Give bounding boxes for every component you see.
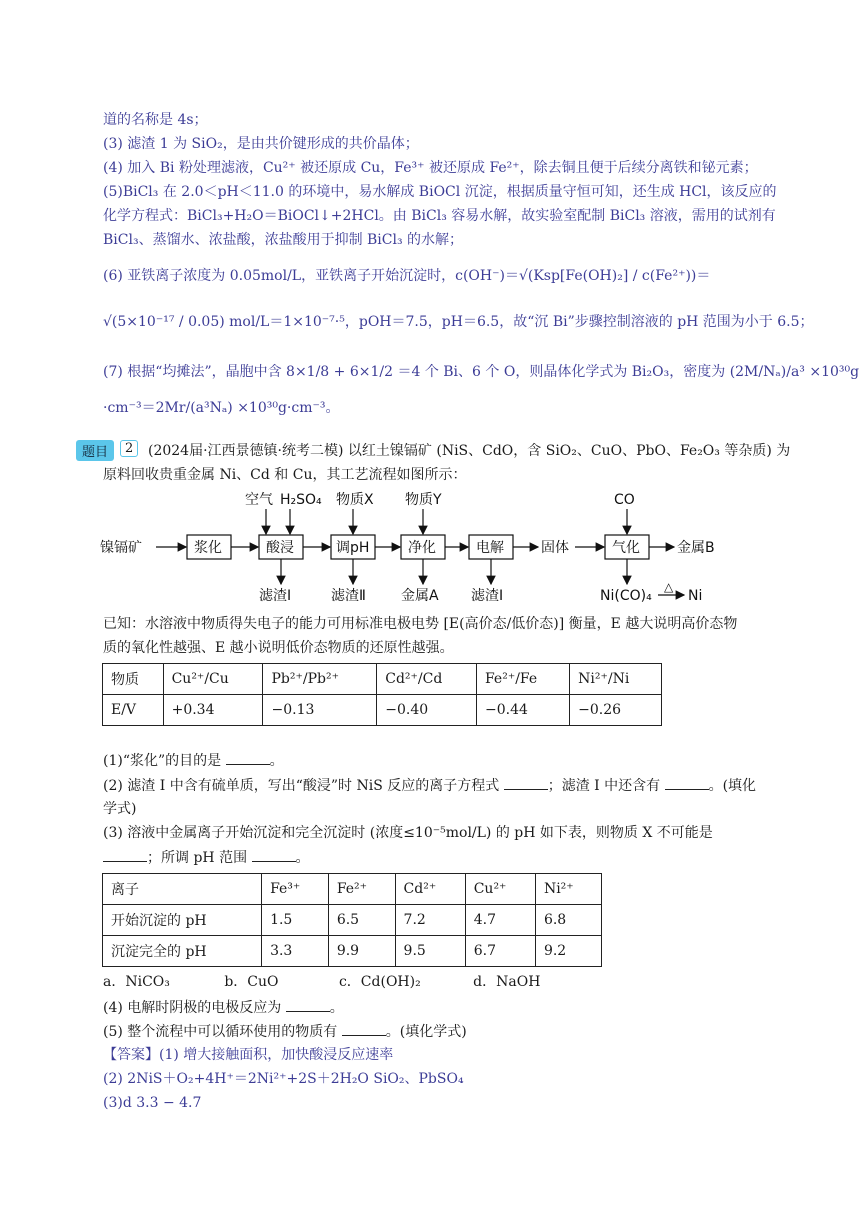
- solution-line: (7) 根据“均摊法”，晶胞中含 8×1/8 + 6×1/2 ＝4 个 Bi、6 个 O，则晶体化学式为 Bi₂O₃，密度为 (2M/Nₐ)/a³ ×10³⁰g: [103, 364, 860, 380]
- answer-line: (3)d 3.3 − 4.7: [103, 1095, 202, 1111]
- flow-step: 浆化: [194, 540, 222, 556]
- solution-line: √(5×10⁻¹⁷ / 0.05) mol/L＝1×10⁻⁷·⁵，pOH＝7.5，pH＝6.5，故“沉 Bi”步骤控制溶液的 pH 范围为小于 6.5；: [103, 314, 814, 330]
- answer-blank[interactable]: [504, 775, 548, 790]
- table-cell: −0.13: [263, 695, 377, 726]
- question-stem: 原料回收贵重金属 Ni、Cd 和 Cu，其工艺流程如图所示：: [103, 467, 467, 483]
- flow-step: 调pH: [336, 540, 370, 556]
- q2-text: 。(填化: [708, 778, 757, 794]
- q1-text: (1)“浆化”的目的是: [103, 753, 222, 769]
- table-header: Cd²⁺/Cd: [377, 664, 477, 695]
- table-cell: 沉淀完全的 pH: [103, 936, 262, 967]
- table-cell: 1.5: [262, 905, 329, 936]
- table-header: Fe³⁺: [262, 874, 329, 905]
- flow-source: 镍镉矿: [100, 540, 142, 556]
- q3-text: ；所调 pH 范围: [147, 850, 248, 866]
- flow-solid: 固体: [541, 540, 569, 556]
- table-cell: 6.8: [535, 905, 601, 936]
- solution-line: 道的名称是 4s；: [103, 112, 208, 128]
- q5-text: (5) 整个流程中可以循环使用的物质有: [103, 1024, 338, 1040]
- table-cell: 开始沉淀的 pH: [103, 905, 262, 936]
- known-text: 质的氧化性越强、E 越小说明低价态物质的还原性越强。: [103, 640, 454, 656]
- answer-line: (2) 2NiS＋O₂+4H⁺＝2Ni²⁺+2S＋2H₂O SiO₂、PbSO₄: [103, 1071, 464, 1087]
- question-4: [103, 997, 344, 1018]
- answer-blank[interactable]: [252, 847, 296, 862]
- table-header: 物质: [103, 664, 164, 695]
- flow-output: 金属A: [401, 588, 439, 604]
- q5-end: 。(填化学式): [385, 1024, 467, 1040]
- table-cell: +0.34: [163, 695, 263, 726]
- known-text: 已知：水溶液中物质得失电子的能力可用标准电极电势 [E(高价态/低价态)] 衡量，E 越大说明高价态物: [103, 616, 738, 632]
- q2-text: ；滤渣 Ⅰ 中还含有: [547, 778, 661, 794]
- options-row: [103, 972, 540, 992]
- table-header: Fe²⁺/Fe: [476, 664, 569, 695]
- table-header: Fe²⁺: [328, 874, 395, 905]
- question-1: [103, 750, 284, 771]
- flow-output: 滤渣Ⅰ: [259, 588, 292, 604]
- flow-input: 物质X: [336, 492, 374, 508]
- answer-blank[interactable]: [286, 997, 330, 1012]
- question-3-cont: [103, 847, 310, 868]
- flow-input: 空气: [245, 492, 273, 508]
- flow-input: H₂SO₄: [280, 492, 322, 508]
- flow-step: 酸浸: [266, 540, 294, 556]
- table-cell: E/V: [103, 695, 164, 726]
- flow-output: 滤渣Ⅱ: [331, 588, 366, 604]
- table-header: Ni²⁺: [535, 874, 601, 905]
- q1-end: 。: [269, 753, 284, 769]
- flow-output: Ni: [688, 588, 703, 604]
- table-header: Pb²⁺/Pb²⁺: [263, 664, 377, 695]
- flow-step: 气化: [612, 540, 640, 556]
- question-2: [103, 775, 756, 796]
- table-header: 离子: [103, 874, 262, 905]
- flow-input: 物质Y: [405, 492, 442, 508]
- flow-heat: △: [664, 580, 674, 594]
- question-2-cont: 学式): [103, 801, 137, 817]
- table-cell: 9.5: [395, 936, 465, 967]
- table-header: Cu²⁺: [465, 874, 535, 905]
- table-cell: 6.7: [465, 936, 535, 967]
- option-d[interactable]: d．NaOH: [473, 974, 541, 990]
- table-cell: −0.26: [570, 695, 662, 726]
- table-header: Cd²⁺: [395, 874, 465, 905]
- ph-table: [102, 873, 602, 967]
- solution-line: (5)BiCl₃ 在 2.0＜pH＜11.0 的环境中，易水解成 BiOCl 沉淀，根据质量守恒可知，还生成 HCl，该反应的: [103, 184, 777, 200]
- answer-blank[interactable]: [342, 1021, 386, 1036]
- flow-input: CO: [614, 492, 635, 508]
- table-header: Cu²⁺/Cu: [163, 664, 263, 695]
- option-a[interactable]: a．NiCO₃: [103, 974, 170, 990]
- option-b[interactable]: b．CuO: [224, 974, 279, 990]
- table-cell: 4.7: [465, 905, 535, 936]
- question-tag: 题目: [76, 440, 114, 461]
- question-3: (3) 溶液中金属离子开始沉淀和完全沉淀时 (浓度≤10⁻⁵mol/L) 的 pH 如下表，则物质 X 不可能是: [103, 825, 713, 841]
- q4-text: (4) 电解时阴极的电极反应为: [103, 1000, 282, 1016]
- potential-table: [102, 663, 662, 726]
- solution-line: (4) 加入 Bi 粉处理滤液，Cu²⁺ 被还原成 Cu，Fe³⁺ 被还原成 Fe²⁺，除去铜且便于后续分离铁和铋元素；: [103, 160, 758, 176]
- answer-blank[interactable]: [226, 750, 270, 765]
- answer-blank[interactable]: [665, 775, 709, 790]
- question-number: 2: [120, 440, 138, 457]
- table-cell: −0.44: [476, 695, 569, 726]
- table-cell: 6.5: [328, 905, 395, 936]
- q3-text: 。: [295, 850, 310, 866]
- flow-output: 滤渣Ⅰ: [471, 588, 504, 604]
- flow-step: 电解: [476, 540, 504, 556]
- table-cell: −0.40: [377, 695, 477, 726]
- flow-metal-b: 金属B: [677, 540, 715, 556]
- table-cell: 9.9: [328, 936, 395, 967]
- solution-line: BiCl₃、蒸馏水、浓盐酸，浓盐酸用于抑制 BiCl₃ 的水解；: [103, 232, 464, 248]
- option-c[interactable]: c．Cd(OH)₂: [338, 974, 421, 990]
- question-5: [103, 1021, 467, 1042]
- q4-end: 。: [329, 1000, 344, 1016]
- table-cell: 9.2: [535, 936, 601, 967]
- solution-line: 化学方程式：BiCl₃+H₂O＝BiOCl↓+2HCl。由 BiCl₃ 容易水解，故实验室配制 BiCl₃ 溶液，需用的试剂有: [103, 208, 776, 224]
- solution-line: (6) 亚铁离子浓度为 0.05mol/L，亚铁离子开始沉淀时，c(OH⁻)＝√(Ksp[Fe(OH)₂] / c(Fe²⁺))＝: [103, 268, 711, 284]
- question-stem: (2024届·江西景德镇·统考二模) 以红土镍镉矿 (NiS、CdO，含 SiO₂、CuO、PbO、Fe₂O₃ 等杂质) 为: [148, 443, 791, 459]
- process-flow-diagram: [100, 487, 760, 617]
- q2-text: (2) 滤渣 Ⅰ 中含有硫单质，写出“酸浸”时 NiS 反应的离子方程式: [103, 778, 500, 794]
- flow-output: Ni(CO)₄: [600, 588, 652, 604]
- answer-blank[interactable]: [103, 847, 147, 862]
- solution-line: (3) 滤渣 1 为 SiO₂，是由共价键形成的共价晶体；: [103, 136, 419, 152]
- answer-line: 【答案】(1) 增大接触面积，加快酸浸反应速率: [103, 1047, 394, 1063]
- table-cell: 7.2: [395, 905, 465, 936]
- table-cell: 3.3: [262, 936, 329, 967]
- table-header: Ni²⁺/Ni: [570, 664, 662, 695]
- flow-step: 净化: [408, 540, 436, 556]
- solution-line: ·cm⁻³＝2Mr/(a³Nₐ) ×10³⁰g·cm⁻³。: [103, 400, 340, 416]
